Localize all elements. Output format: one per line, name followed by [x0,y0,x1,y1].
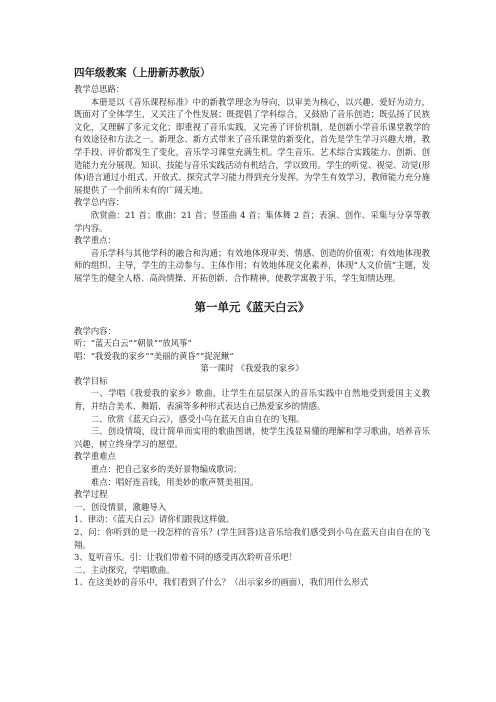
step-2-item-1: 1、在这美妙的音乐中，我们看到了什么？（出示家乡的画面），我们用什么形式 [74,577,369,588]
key-points-label: 教学重点： [74,235,116,246]
difficult-point: 难点：唱好连音线，用美妙的歌声赞美祖国。 [90,476,259,487]
process-label: 教学过程 [74,489,108,500]
step-1-heading: 一、创设情景，激趣导入 [74,501,167,512]
step-2-heading: 二、主动探究，学唱歌曲。 [74,564,175,575]
key-point: 重点：把自己家乡的美好景物编成歌词； [90,464,242,475]
listen-line: 听：“蓝天白云”“朝景”“放风筝” [74,338,192,349]
unit-title: 第一单元《蓝天白云》 [194,299,310,314]
sing-line: 唱：“我爱我的家乡”“美丽的黄昏”“捉泥鳅” [74,350,234,361]
step-1-item-3: 3、复听音乐。引：让我们带着不同的感受再次聆听音乐吧！ [74,552,298,563]
objectives-label: 教学目标 [74,375,108,386]
overall-goal-label: 教学总思路： [74,84,125,94]
unit-content-label: 教学内容： [74,325,116,336]
lesson-title: 第一课时 《我爱我的家乡》 [200,363,304,374]
objective-2: 二、欣赏《蓝天白云》，感受小鸟在蓝天自由自在的飞翔。 [90,413,305,424]
key-points-paragraph: 音乐学科与其他学科的融合和沟通；有效地体现审美、情感、创造的价值观；有效地体现教师的组织、主导，学生的主动参与、主体作用；有效地体现文化素养，体现“人文价值”主题，发展学生的健全人格、高尚情操、开拓创新、合作精神，使教学寓教于乐，学生知情达理。 [74,247,430,283]
key-difficult-label: 教学重难点 [74,451,116,462]
overall-goal-paragraph: 本册是以《音乐课程标准》中的新教学理念为导向，以审美为核心，以兴趣、爱好为动力，既面对了全体学生，又关注了个性发展；既提倡了学科综合，又鼓励了音乐创造；既弘扬了民族文化，又理解了多元文化；即重视了音乐实践，又完善了评价机制，是创新小学音乐课堂教学的有效途径和方法之一。新理念、新方式带来了音乐课堂的新变化，首先是学生学习兴趣大增，教学手段、评价都发生了变化，音乐学习课堂充满生机。学生音乐、艺术综合实践能力、创新、创造能力充分展现。知识、技能与音乐实践活动有机结合，学以致用。学生的听觉、视觉、动觉(形体)语言通过小组式、开放式、探究式学习能力得到充分发挥。为学生有效学习，教师能力充分施展提供了一个前所未有的广阔天地。 [74,96,430,195]
step-1-item-2: 2、问：你听到的是一段怎样的音乐？(学生回答)这音乐给我们感受到小鸟在蓝天自由自在的飞翔。 [74,527,430,550]
objective-3: 三、创设情境，设计简单而实用的歌曲图谱，使学生浅显易懂的理解和学习歌曲，培养音乐兴趣，树立终身学习的愿望。 [74,426,430,449]
objective-1: 一、学唱《我爱我的家乡》歌曲，让学生在层层深入的音乐实践中自然地受到爱国主义教育，并结合美术、舞蹈、表演等多种形式表达自己热爱家乡的情感。 [74,388,430,412]
overall-content-label: 教学总内容： [74,197,125,208]
step-1-item-1: 1、律动：《蓝天白云》请你们跟我这样做。 [74,514,235,525]
document-title: 四年级教案（上册新苏教版） [74,67,211,79]
document-page [74,66,430,589]
overall-content-paragraph: 欣赏曲：21 首；歌曲：21 首；竖笛曲 4 首；集体舞 2 首；表演、创作、采集与分享等教学内容。 [74,209,430,233]
